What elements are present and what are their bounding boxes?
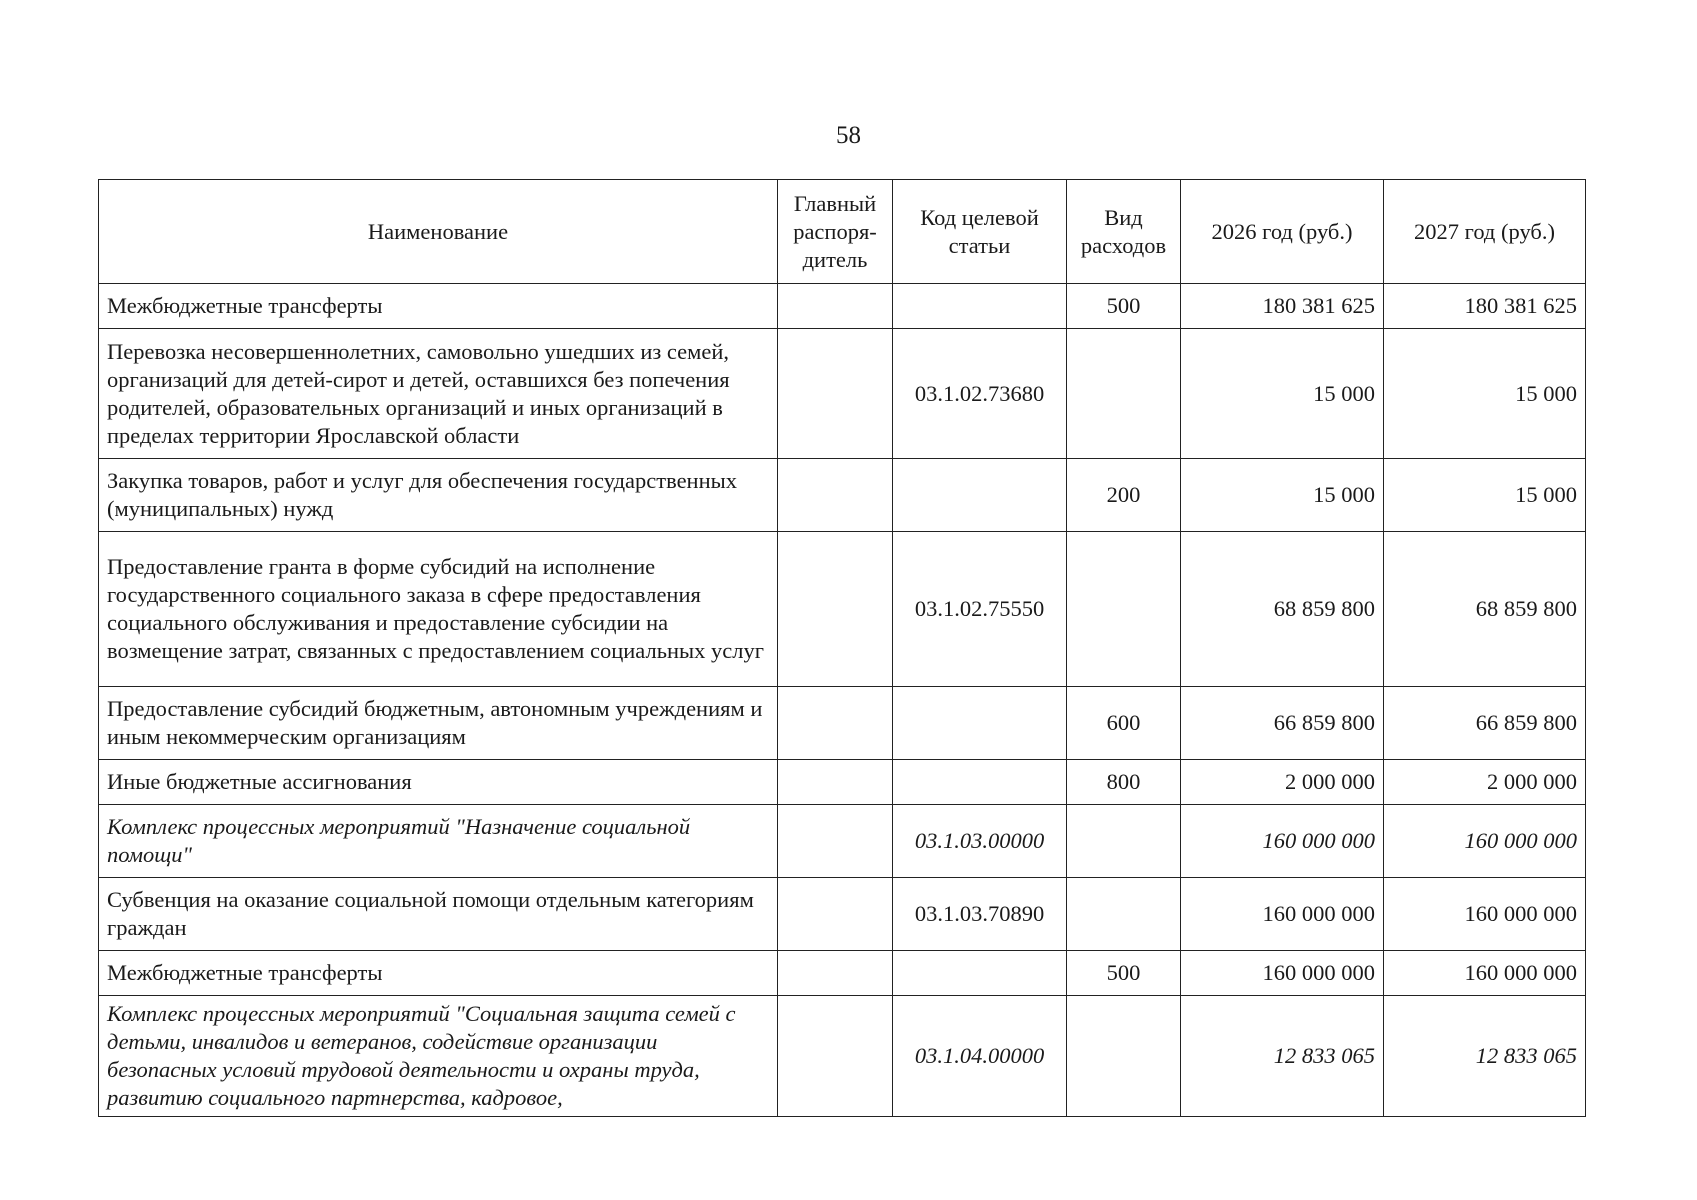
- cell-2027: 68 859 800: [1384, 532, 1586, 687]
- cell-kind: 800: [1067, 760, 1181, 805]
- table-row: [99, 951, 1586, 996]
- header-2027: 2027 год (руб.): [1384, 180, 1586, 284]
- cell-2026: 68 859 800: [1181, 532, 1384, 687]
- cell-name: Комплекс процессных мероприятий "Назначение социальной помощи": [99, 805, 778, 878]
- header-kind: Вид расходов: [1067, 180, 1181, 284]
- cell-2026: 160 000 000: [1181, 951, 1384, 996]
- cell-code: [893, 284, 1067, 329]
- header-manager: Главный распоря-дитель: [778, 180, 893, 284]
- cell-code: [893, 760, 1067, 805]
- cell-kind: [1067, 532, 1181, 687]
- cell-kind: 600: [1067, 687, 1181, 760]
- cell-2027: 160 000 000: [1384, 805, 1586, 878]
- cell-code: [893, 951, 1067, 996]
- cell-name: Предоставление гранта в форме субсидий на исполнение государственного социального заказа в сфере предоставления социального обслуживания и предоставление субсидии на возмещение затрат, связанных с предоставлением социальных услуг: [99, 532, 778, 687]
- cell-manager: [778, 687, 893, 760]
- cell-2027: 160 000 000: [1384, 878, 1586, 951]
- table-body: [99, 284, 1586, 1117]
- table-row: [99, 532, 1586, 687]
- cell-2027: 12 833 065: [1384, 996, 1586, 1117]
- cell-name: Комплекс процессных мероприятий "Социальная защита семей с детьми, инвалидов и ветеранов, содействие организации безопасных условий трудовой деятельности и охраны труда, развитию социального партнерства, кадровое,: [99, 996, 778, 1117]
- cell-manager: [778, 329, 893, 459]
- cell-kind: 500: [1067, 951, 1181, 996]
- table-row: [99, 329, 1586, 459]
- cell-name: Закупка товаров, работ и услуг для обеспечения государственных (муниципальных) нужд: [99, 459, 778, 532]
- cell-manager: [778, 996, 893, 1117]
- cell-2027: 66 859 800: [1384, 687, 1586, 760]
- cell-kind: [1067, 878, 1181, 951]
- cell-name: Перевозка несовершеннолетних, самовольно ушедших из семей, организаций для детей-сирот и детей, оставшихся без попечения родителей, образовательных организаций и иных организаций в пределах территории Ярославской области: [99, 329, 778, 459]
- cell-kind: [1067, 329, 1181, 459]
- header-code: Код целевой статьи: [893, 180, 1067, 284]
- table-header-row: [99, 180, 1586, 284]
- cell-kind: [1067, 996, 1181, 1117]
- cell-manager: [778, 284, 893, 329]
- cell-kind: 200: [1067, 459, 1181, 532]
- cell-manager: [778, 951, 893, 996]
- table-row: [99, 687, 1586, 760]
- cell-name: Предоставление субсидий бюджетным, автономным учреждениям и иным некоммерческим организациям: [99, 687, 778, 760]
- cell-2026: 15 000: [1181, 459, 1384, 532]
- cell-manager: [778, 805, 893, 878]
- header-name: Наименование: [99, 180, 778, 284]
- cell-2026: 66 859 800: [1181, 687, 1384, 760]
- cell-2026: 160 000 000: [1181, 878, 1384, 951]
- cell-2027: 2 000 000: [1384, 760, 1586, 805]
- cell-kind: [1067, 805, 1181, 878]
- table-row: [99, 996, 1586, 1117]
- cell-name: Субвенция на оказание социальной помощи отдельным категориям граждан: [99, 878, 778, 951]
- cell-code: [893, 459, 1067, 532]
- cell-name: Межбюджетные трансферты: [99, 284, 778, 329]
- cell-code: 03.1.02.75550: [893, 532, 1067, 687]
- cell-code: 03.1.03.00000: [893, 805, 1067, 878]
- cell-2027: 160 000 000: [1384, 951, 1586, 996]
- cell-2026: 160 000 000: [1181, 805, 1384, 878]
- cell-2027: 15 000: [1384, 329, 1586, 459]
- cell-name: Иные бюджетные ассигнования: [99, 760, 778, 805]
- cell-code: 03.1.03.70890: [893, 878, 1067, 951]
- cell-2027: 180 381 625: [1384, 284, 1586, 329]
- cell-2026: 2 000 000: [1181, 760, 1384, 805]
- table-row: [99, 760, 1586, 805]
- cell-code: 03.1.04.00000: [893, 996, 1067, 1117]
- cell-code: 03.1.02.73680: [893, 329, 1067, 459]
- table-row: [99, 284, 1586, 329]
- cell-manager: [778, 878, 893, 951]
- cell-2027: 15 000: [1384, 459, 1586, 532]
- cell-manager: [778, 532, 893, 687]
- cell-code: [893, 687, 1067, 760]
- cell-2026: 180 381 625: [1181, 284, 1384, 329]
- cell-manager: [778, 760, 893, 805]
- budget-table: [98, 179, 1586, 1117]
- table-row: [99, 805, 1586, 878]
- table-row: [99, 459, 1586, 532]
- cell-manager: [778, 459, 893, 532]
- cell-kind: 500: [1067, 284, 1181, 329]
- cell-name: Межбюджетные трансферты: [99, 951, 778, 996]
- cell-2026: 15 000: [1181, 329, 1384, 459]
- header-2026: 2026 год (руб.): [1181, 180, 1384, 284]
- table-row: [99, 878, 1586, 951]
- page-number: 58: [836, 122, 861, 149]
- cell-2026: 12 833 065: [1181, 996, 1384, 1117]
